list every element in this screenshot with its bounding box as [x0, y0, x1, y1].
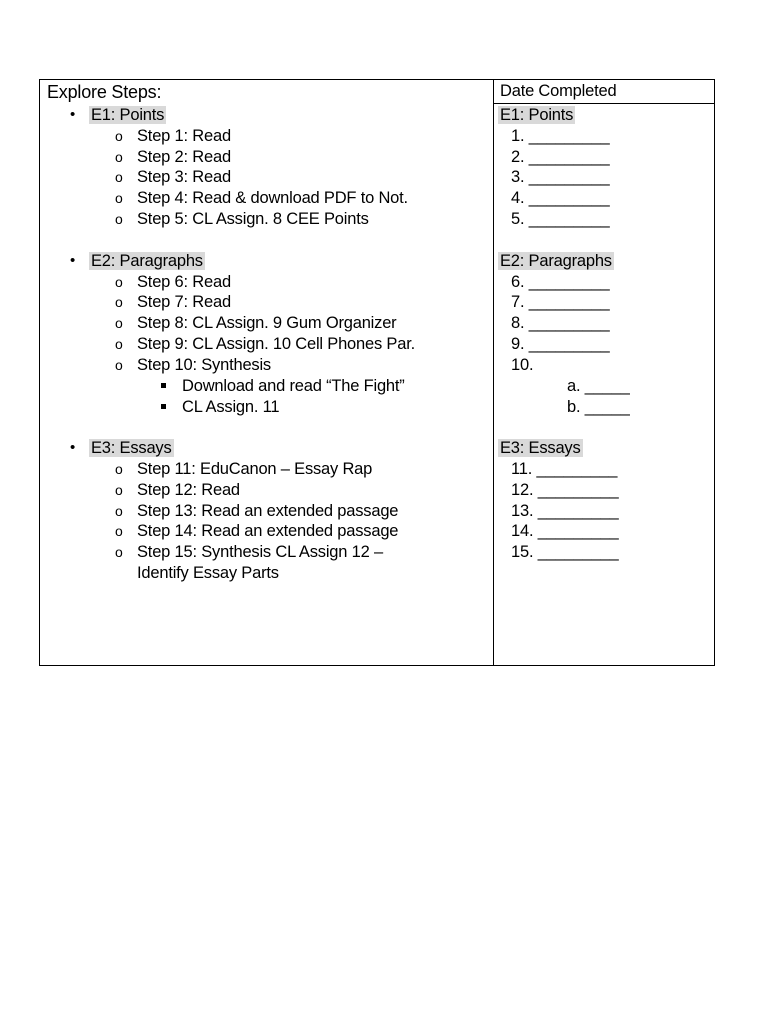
right-header: Date Completed	[500, 82, 617, 100]
step-item: Step 9: CL Assign. 10 Cell Phones Par.	[137, 335, 415, 353]
date-line: 15. _________	[511, 543, 619, 561]
step-item: Step 8: CL Assign. 9 Gum Organizer	[137, 314, 397, 332]
step-item: Step 11: EduCanon – Essay Rap	[137, 460, 373, 478]
date-subline: b. _____	[567, 398, 630, 416]
step-item: Step 4: Read & download PDF to Not.	[137, 189, 408, 207]
date-line: 7. _________	[511, 293, 610, 311]
date-line: 14. _________	[511, 522, 619, 540]
step-item: Step 1: Read	[137, 127, 231, 145]
date-section-e2: E2: Paragraphs	[500, 252, 612, 270]
date-subline: a. _____	[567, 377, 630, 395]
step-item-continued: Identify Essay Parts	[137, 564, 279, 582]
date-line: 2. _________	[511, 148, 610, 166]
circle-bullet-icon: o	[115, 169, 123, 185]
date-section-e1: E1: Points	[500, 106, 574, 124]
step-item: Step 15: Synthesis CL Assign 12 –	[137, 543, 383, 561]
section-title-e1: E1: Points	[91, 106, 165, 124]
step-item: Step 14: Read an extended passage	[137, 522, 399, 540]
circle-bullet-icon: o	[115, 190, 123, 206]
date-line: 12. _________	[511, 481, 619, 499]
square-bullet-icon	[161, 383, 166, 388]
header-divider	[493, 103, 714, 104]
date-line: 3. _________	[511, 168, 610, 186]
step-item: Step 10: Synthesis	[137, 356, 271, 374]
date-line: 1. _________	[511, 127, 610, 145]
step-item: Step 13: Read an extended passage	[137, 502, 399, 520]
date-section-e3: E3: Essays	[500, 439, 581, 457]
circle-bullet-icon: o	[115, 503, 123, 519]
circle-bullet-icon: o	[115, 294, 123, 310]
circle-bullet-icon: o	[115, 149, 123, 165]
date-line: 13. _________	[511, 502, 619, 520]
section-title-e2: E2: Paragraphs	[91, 252, 203, 270]
circle-bullet-icon: o	[115, 128, 123, 144]
square-bullet-icon	[161, 404, 166, 409]
date-line: 5. _________	[511, 210, 610, 228]
circle-bullet-icon: o	[115, 482, 123, 498]
substep-item: Download and read “The Fight”	[182, 377, 405, 395]
circle-bullet-icon: o	[115, 523, 123, 539]
circle-bullet-icon: o	[115, 461, 123, 477]
step-item: Step 5: CL Assign. 8 CEE Points	[137, 210, 369, 228]
bullet-icon: •	[70, 439, 76, 456]
step-item: Step 3: Read	[137, 168, 231, 186]
step-item: Step 12: Read	[137, 481, 240, 499]
step-item: Step 6: Read	[137, 273, 231, 291]
date-line: 6. _________	[511, 273, 610, 291]
circle-bullet-icon: o	[115, 274, 123, 290]
bullet-icon: •	[70, 252, 76, 269]
substep-item: CL Assign. 11	[182, 398, 280, 416]
date-line: 11. _________	[511, 460, 618, 478]
date-line: 10.	[511, 356, 534, 374]
date-line: 8. _________	[511, 314, 610, 332]
circle-bullet-icon: o	[115, 357, 123, 373]
bullet-icon: •	[70, 106, 76, 123]
circle-bullet-icon: o	[115, 544, 123, 560]
circle-bullet-icon: o	[115, 211, 123, 227]
circle-bullet-icon: o	[115, 315, 123, 331]
step-item: Step 7: Read	[137, 293, 231, 311]
date-line: 9. _________	[511, 335, 610, 353]
column-divider	[493, 80, 494, 665]
circle-bullet-icon: o	[115, 336, 123, 352]
date-line: 4. _________	[511, 189, 610, 207]
left-header: Explore Steps:	[47, 82, 162, 102]
step-item: Step 2: Read	[137, 148, 231, 166]
section-title-e3: E3: Essays	[91, 439, 172, 457]
checklist-table	[39, 79, 715, 666]
